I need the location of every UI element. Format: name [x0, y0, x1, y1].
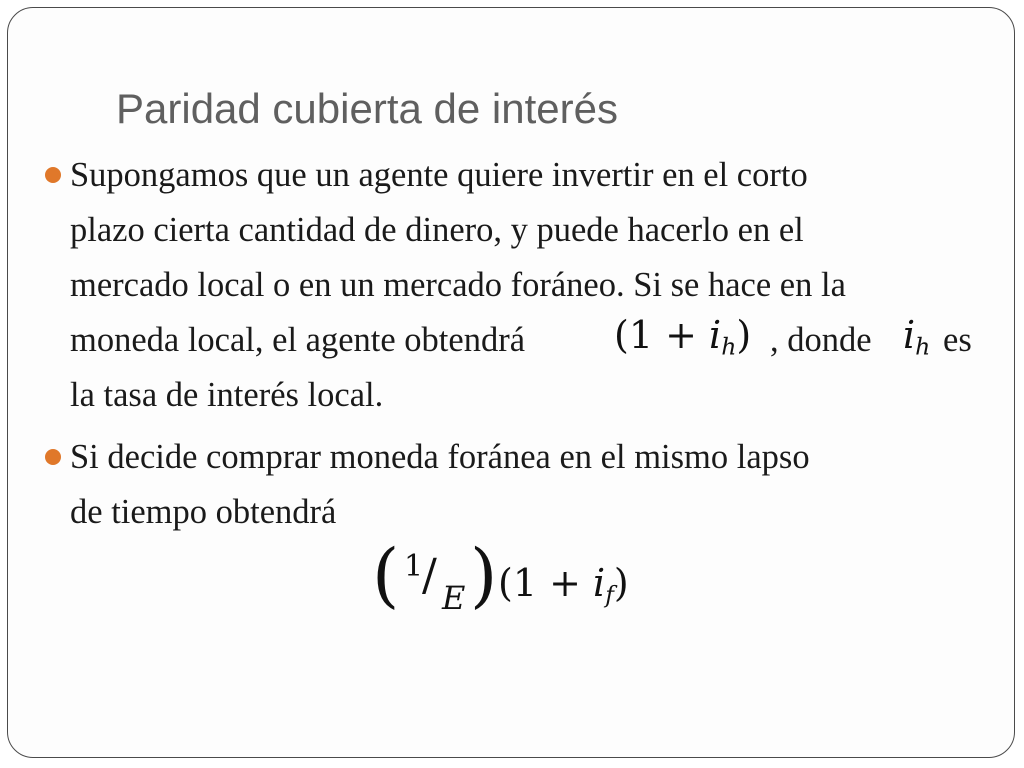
formula-foreign-one: 1	[512, 561, 538, 605]
bullet-marker-1	[45, 167, 61, 183]
bullet-2-line-1: Si decide comprar moneda foránea en el mismo lapso	[70, 438, 810, 476]
bullet-1-line-4c: es	[943, 321, 972, 359]
formula-foreign-numerator: 1	[404, 549, 424, 584]
formula-foreign-open-paren-1: (	[372, 534, 400, 616]
slide-title: Paridad cubierta de interés	[116, 85, 618, 132]
formula-foreign-open-paren-2: (	[498, 561, 513, 605]
formula-foreign-var: i	[593, 561, 606, 605]
formula-rate-var: i	[903, 313, 916, 357]
bullet-1-line-2: plazo cierta cantidad de dinero, y puede hacerlo en el	[70, 211, 804, 249]
formula-local-sub: h	[721, 332, 737, 361]
formula-local-open-paren: (	[614, 313, 629, 357]
bullet-1-line-5: la tasa de interés local.	[70, 376, 384, 414]
formula-foreign-plus: +	[549, 561, 581, 605]
formula-local-close-paren: )	[736, 313, 752, 357]
formula-foreign-factor	[498, 561, 629, 609]
formula-foreign-sub: f	[605, 580, 614, 609]
formula-foreign-return	[372, 534, 652, 630]
bullet-2-line-2: de tiempo obtendrá	[70, 493, 337, 531]
formula-foreign-denominator: E	[442, 579, 466, 617]
formula-local-var: i	[709, 313, 722, 357]
formula-rate-sub: h	[915, 332, 931, 361]
formula-foreign-close-paren-2: )	[613, 561, 629, 605]
formula-local-rate	[903, 313, 931, 361]
bullet-1-line-4b: , donde	[770, 321, 872, 359]
formula-foreign-slash: /	[422, 550, 437, 601]
formula-local-one: 1	[628, 313, 654, 357]
bullet-marker-2	[45, 449, 61, 465]
formula-foreign-close-paren-1: )	[470, 534, 498, 616]
bullet-1-line-4a: moneda local, el agente obtendrá	[70, 321, 526, 359]
formula-local-plus: +	[665, 313, 697, 357]
bullet-1-line-3: mercado local o en un mercado foráneo. Si se hace en la	[70, 266, 846, 304]
bullet-1-line-1: Supongamos que un agente quiere invertir en el corto	[70, 156, 808, 194]
formula-local-return	[614, 313, 752, 361]
